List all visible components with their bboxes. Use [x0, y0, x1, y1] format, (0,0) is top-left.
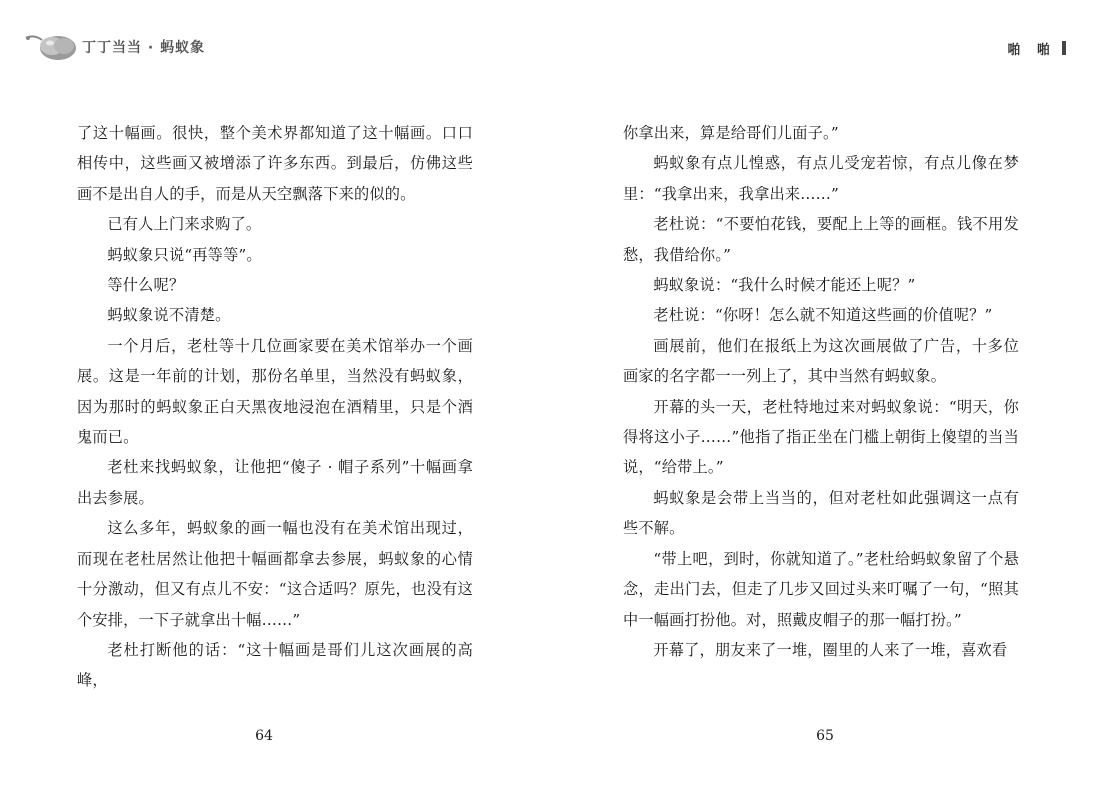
paragraph: 蚂蚁象是会带上当当的，但对老杜如此强调这一点有些不解。	[623, 488, 1019, 538]
header-bar-marker	[1062, 41, 1066, 55]
paragraph: “带上吧，到时，你就知道了。”老杜给蚂蚁象留了个悬念，走出门去，但走了几步又回过头来叮嘱了一句，“照其中一幅画打扮他。对，照戴皮帽子的那一幅打扮。”	[623, 549, 1019, 629]
paragraph: 老杜说：“你呀！怎么就不知道这些画的价值呢？”	[653, 306, 993, 325]
right-page-body	[623, 118, 1019, 665]
page-number-right: 65	[816, 728, 834, 744]
paragraph: 蚂蚁象说：“我什么时候才能还上呢？”	[653, 276, 916, 295]
paragraph: 蚂蚁象说不清楚。	[107, 306, 231, 325]
page-number-left: 64	[255, 728, 273, 744]
running-header-left	[24, 30, 205, 64]
paragraph: 了这十幅画。很快，整个美术界都知道了这十幅画。口口相传中，这些画又被增添了许多东西。到最后，仿佛这些画不是出自人的手，而是从天空飘落下来的似的。	[77, 124, 473, 203]
series-title: 丁丁当当 · 蚂蚁象	[82, 40, 206, 56]
paragraph: 老杜说：“不要怕花钱，要配上上等的画框。钱不用发愁，我借给你。”	[623, 215, 1019, 264]
paragraph: 蚂蚁象只说“再等等”。	[107, 245, 262, 264]
paragraph: 画展前，他们在报纸上为这次画展做了广告，十多位画家的名字都一一列上了，其中当然有蚂蚁象。	[623, 336, 1019, 386]
paragraph: 这么多年，蚂蚁象的画一幅也没有在美术馆出现过，而现在老杜居然让他把十幅画都拿去参展，蚂蚁象的心情十分激动，但又有点儿不安：“这合适吗？原先，也没有这个安排，一下子就拿出十幅……”	[77, 519, 473, 629]
paragraph: 蚂蚁象有点儿惶惑，有点儿受宠若惊，有点儿像在梦里：“我拿出来，我拿出来……”	[623, 154, 1019, 203]
paragraph: 一个月后，老杜等十几位画家要在美术馆举办一个画展。这是一年前的计划，那份名单里，当然没有蚂蚁象，因为那时的蚂蚁象正白天黑夜地浸泡在酒精里，只是个酒鬼而已。	[77, 336, 473, 447]
paragraph: 老杜来找蚂蚁象，让他把“傻子 · 帽子系列”十幅画拿出去参展。	[77, 458, 473, 507]
bean-logo-icon	[24, 30, 80, 64]
left-page-body	[77, 118, 473, 696]
paragraph: 已有人上门来求购了。	[107, 215, 262, 234]
running-header-right	[1007, 38, 1066, 58]
paragraph: 开幕了，朋友来了一堆，圈里的人来了一堆，喜欢看	[653, 640, 1008, 659]
paragraph: 开幕的头一天，老杜特地过来对蚂蚁象说：“明天，你得将这小子……”他指了指正坐在门槛上朝街上傻望的当当说，“给带上。”	[623, 397, 1019, 477]
paragraph: 等什么呢？	[107, 276, 185, 295]
paragraph: 老杜打断他的话：“这十幅画是哥们儿这次画展的高峰，	[77, 640, 473, 690]
paragraph: 你拿出来，算是给哥们儿面子。”	[623, 124, 839, 142]
author-name: 啪 啪	[1007, 42, 1056, 58]
